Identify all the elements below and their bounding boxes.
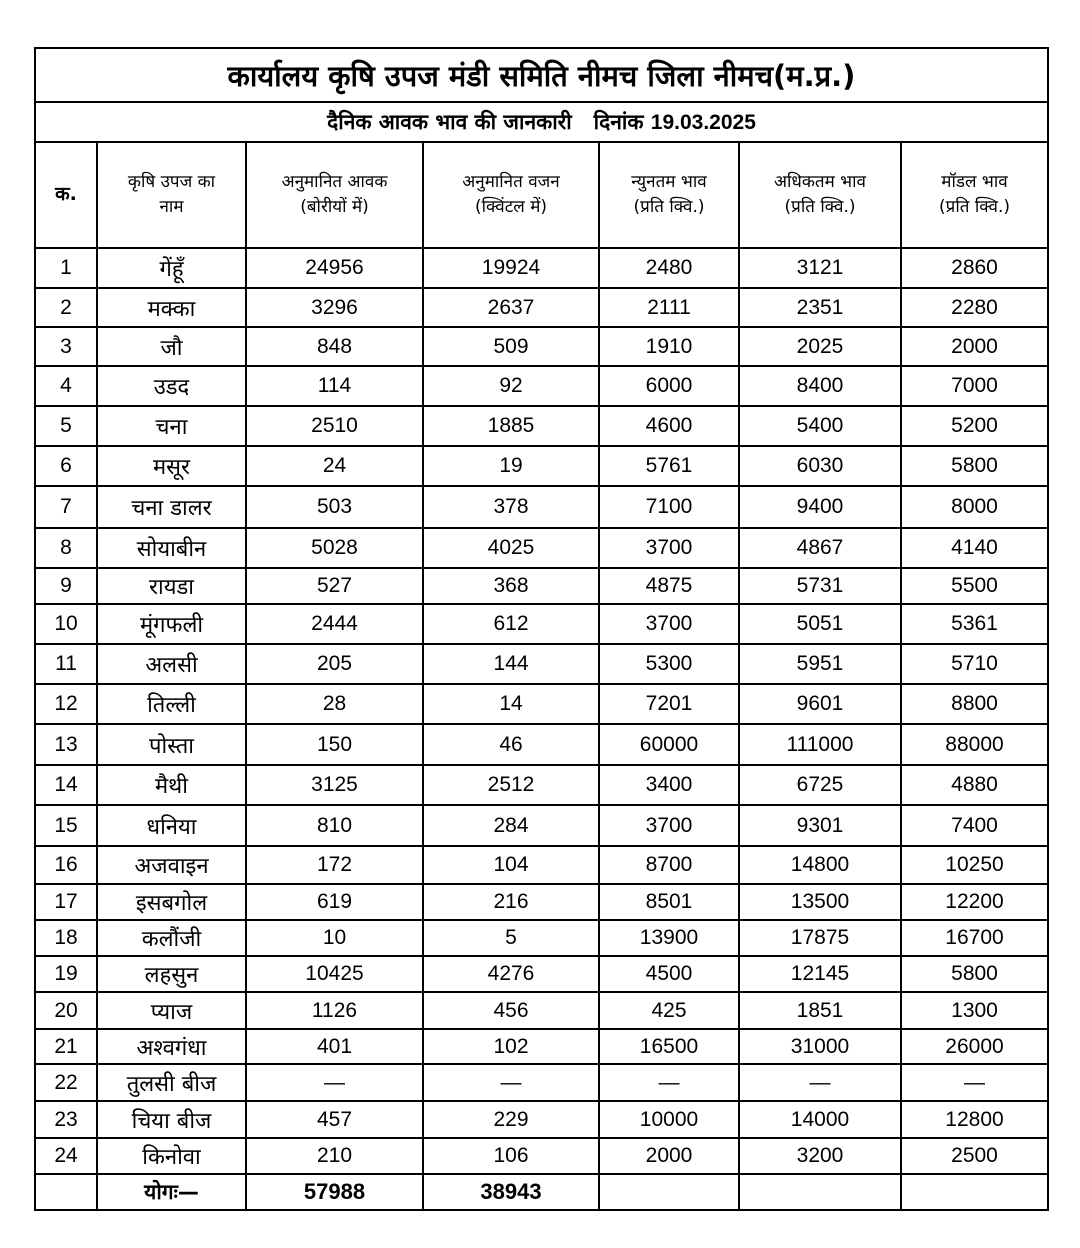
- cell-weight-quintal: 4276: [423, 956, 599, 992]
- cell-crop-name: गेंहूँ: [97, 248, 246, 288]
- table-row: [35, 1064, 1048, 1101]
- column-header-row: [35, 142, 1048, 248]
- cell-arrival-bags: 205: [246, 644, 423, 684]
- cell-modal-price: 26000: [901, 1029, 1048, 1064]
- total-weight-quintal: 38943: [423, 1174, 599, 1210]
- cell-sno: 4: [35, 366, 97, 406]
- cell-weight-quintal: 284: [423, 805, 599, 846]
- cell-sno: 6: [35, 446, 97, 486]
- cell-min-price: 2000: [599, 1138, 739, 1174]
- table-row: [35, 805, 1048, 846]
- table-row: [35, 684, 1048, 724]
- cell-arrival-bags: 2444: [246, 604, 423, 644]
- cell-modal-price: 2280: [901, 288, 1048, 327]
- cell-crop-name: रायडा: [97, 568, 246, 604]
- cell-crop-name: अश्वगंधा: [97, 1029, 246, 1064]
- table-row: [35, 528, 1048, 568]
- cell-sno: 20: [35, 992, 97, 1029]
- cell-max-price: 6030: [739, 446, 901, 486]
- cell-min-price: 8700: [599, 846, 739, 884]
- total-empty-min: [599, 1174, 739, 1210]
- cell-crop-name: चना डालर: [97, 486, 246, 528]
- cell-crop-name: तिल्ली: [97, 684, 246, 724]
- table-row: [35, 724, 1048, 765]
- cell-max-price: —: [739, 1064, 901, 1101]
- cell-arrival-bags: 10: [246, 920, 423, 956]
- cell-sno: 7: [35, 486, 97, 528]
- cell-sno: 12: [35, 684, 97, 724]
- cell-sno: 16: [35, 846, 97, 884]
- cell-sno: 13: [35, 724, 97, 765]
- header-sno: क.: [35, 142, 97, 248]
- table-row: [35, 288, 1048, 327]
- cell-arrival-bags: 28: [246, 684, 423, 724]
- header-arrival-line1: अनुमानित आवक: [281, 172, 388, 193]
- header-crop-line2: नाम: [159, 197, 184, 217]
- cell-max-price: 111000: [739, 724, 901, 765]
- cell-sno: 21: [35, 1029, 97, 1064]
- cell-min-price: 6000: [599, 366, 739, 406]
- cell-sno: 8: [35, 528, 97, 568]
- cell-arrival-bags: 150: [246, 724, 423, 765]
- cell-max-price: 31000: [739, 1029, 901, 1064]
- table-row: [35, 568, 1048, 604]
- cell-min-price: 3700: [599, 805, 739, 846]
- mandi-price-table: [34, 47, 1049, 1211]
- cell-arrival-bags: 401: [246, 1029, 423, 1064]
- cell-min-price: 16500: [599, 1029, 739, 1064]
- report-date: 19.03.2025: [650, 111, 756, 134]
- total-arrival-bags: 57988: [246, 1174, 423, 1210]
- cell-arrival-bags: 24956: [246, 248, 423, 288]
- cell-min-price: 8501: [599, 884, 739, 920]
- header-min-price: [599, 142, 739, 248]
- cell-sno: 2: [35, 288, 97, 327]
- cell-weight-quintal: 92: [423, 366, 599, 406]
- cell-modal-price: 4880: [901, 765, 1048, 805]
- cell-weight-quintal: 144: [423, 644, 599, 684]
- cell-crop-name: अजवाइन: [97, 846, 246, 884]
- cell-weight-quintal: 2637: [423, 288, 599, 327]
- cell-arrival-bags: 10425: [246, 956, 423, 992]
- cell-modal-price: 10250: [901, 846, 1048, 884]
- cell-min-price: 5300: [599, 644, 739, 684]
- table-row: [35, 644, 1048, 684]
- cell-crop-name: तुलसी बीज: [97, 1064, 246, 1101]
- cell-max-price: 3200: [739, 1138, 901, 1174]
- cell-modal-price: 5800: [901, 446, 1048, 486]
- header-max-line2: (प्रति क्वि.): [784, 197, 856, 217]
- cell-arrival-bags: 2510: [246, 406, 423, 446]
- cell-sno: 23: [35, 1101, 97, 1138]
- cell-modal-price: 12200: [901, 884, 1048, 920]
- cell-max-price: 2025: [739, 327, 901, 366]
- cell-weight-quintal: 378: [423, 486, 599, 528]
- total-label: योगः—: [97, 1174, 246, 1210]
- cell-modal-price: 2000: [901, 327, 1048, 366]
- cell-weight-quintal: 4025: [423, 528, 599, 568]
- cell-modal-price: 8800: [901, 684, 1048, 724]
- cell-weight-quintal: 612: [423, 604, 599, 644]
- cell-weight-quintal: 106: [423, 1138, 599, 1174]
- cell-crop-name: चिया बीज: [97, 1101, 246, 1138]
- cell-max-price: 6725: [739, 765, 901, 805]
- cell-min-price: 7201: [599, 684, 739, 724]
- cell-arrival-bags: 114: [246, 366, 423, 406]
- cell-max-price: 13500: [739, 884, 901, 920]
- cell-sno: 11: [35, 644, 97, 684]
- cell-max-price: 12145: [739, 956, 901, 992]
- cell-sno: 3: [35, 327, 97, 366]
- cell-min-price: 60000: [599, 724, 739, 765]
- cell-arrival-bags: 503: [246, 486, 423, 528]
- cell-modal-price: 4140: [901, 528, 1048, 568]
- total-row: [35, 1174, 1048, 1210]
- header-min-line1: न्युनतम भाव: [631, 172, 707, 193]
- cell-modal-price: 2500: [901, 1138, 1048, 1174]
- cell-modal-price: —: [901, 1064, 1048, 1101]
- cell-min-price: 1910: [599, 327, 739, 366]
- table-row: [35, 1101, 1048, 1138]
- cell-max-price: 14000: [739, 1101, 901, 1138]
- cell-min-price: 4600: [599, 406, 739, 446]
- cell-arrival-bags: 24: [246, 446, 423, 486]
- cell-sno: 9: [35, 568, 97, 604]
- cell-min-price: 4500: [599, 956, 739, 992]
- cell-modal-price: 5710: [901, 644, 1048, 684]
- header-weight-line2: (क्विंटल में): [474, 197, 548, 217]
- cell-weight-quintal: —: [423, 1064, 599, 1101]
- cell-weight-quintal: 19924: [423, 248, 599, 288]
- cell-modal-price: 5500: [901, 568, 1048, 604]
- header-arrival-bags: [246, 142, 423, 248]
- cell-weight-quintal: 104: [423, 846, 599, 884]
- cell-max-price: 4867: [739, 528, 901, 568]
- cell-arrival-bags: 3296: [246, 288, 423, 327]
- cell-weight-quintal: 2512: [423, 765, 599, 805]
- cell-max-price: 5731: [739, 568, 901, 604]
- table-row: [35, 327, 1048, 366]
- cell-max-price: 1851: [739, 992, 901, 1029]
- cell-min-price: 13900: [599, 920, 739, 956]
- cell-sno: 17: [35, 884, 97, 920]
- cell-crop-name: मसूर: [97, 446, 246, 486]
- header-crop-line1: कृषि उपज का: [127, 172, 216, 193]
- cell-min-price: 4875: [599, 568, 739, 604]
- cell-arrival-bags: 3125: [246, 765, 423, 805]
- cell-crop-name: मक्का: [97, 288, 246, 327]
- table-row: [35, 1029, 1048, 1064]
- cell-sno: 5: [35, 406, 97, 446]
- header-modal-price: [901, 142, 1048, 248]
- cell-crop-name: चना: [97, 406, 246, 446]
- cell-modal-price: 16700: [901, 920, 1048, 956]
- table-row: [35, 366, 1048, 406]
- cell-sno: 22: [35, 1064, 97, 1101]
- header-weight-quintal: [423, 142, 599, 248]
- header-modal-line2: (प्रति क्वि.): [939, 197, 1010, 217]
- cell-weight-quintal: 229: [423, 1101, 599, 1138]
- total-empty-max: [739, 1174, 901, 1210]
- cell-sno: 10: [35, 604, 97, 644]
- table-row: [35, 956, 1048, 992]
- cell-crop-name: प्याज: [97, 992, 246, 1029]
- cell-arrival-bags: 1126: [246, 992, 423, 1029]
- cell-arrival-bags: 619: [246, 884, 423, 920]
- cell-modal-price: 88000: [901, 724, 1048, 765]
- cell-max-price: 5051: [739, 604, 901, 644]
- cell-arrival-bags: 210: [246, 1138, 423, 1174]
- cell-sno: 24: [35, 1138, 97, 1174]
- cell-crop-name: इसबगोल: [97, 884, 246, 920]
- cell-min-price: 3700: [599, 528, 739, 568]
- cell-weight-quintal: 368: [423, 568, 599, 604]
- table-row: [35, 1138, 1048, 1174]
- cell-min-price: —: [599, 1064, 739, 1101]
- table-row: [35, 846, 1048, 884]
- cell-arrival-bags: 527: [246, 568, 423, 604]
- cell-sno: 14: [35, 765, 97, 805]
- cell-crop-name: किनोवा: [97, 1138, 246, 1174]
- cell-modal-price: 5361: [901, 604, 1048, 644]
- cell-modal-price: 8000: [901, 486, 1048, 528]
- cell-max-price: 9301: [739, 805, 901, 846]
- cell-modal-price: 7000: [901, 366, 1048, 406]
- header-max-line1: अधिकतम भाव: [774, 172, 866, 193]
- cell-crop-name: लहसुन: [97, 956, 246, 992]
- cell-max-price: 5400: [739, 406, 901, 446]
- cell-min-price: 2480: [599, 248, 739, 288]
- cell-modal-price: 5800: [901, 956, 1048, 992]
- cell-arrival-bags: 810: [246, 805, 423, 846]
- cell-weight-quintal: 216: [423, 884, 599, 920]
- cell-weight-quintal: 19: [423, 446, 599, 486]
- cell-min-price: 3700: [599, 604, 739, 644]
- cell-max-price: 9400: [739, 486, 901, 528]
- cell-max-price: 5951: [739, 644, 901, 684]
- cell-min-price: 7100: [599, 486, 739, 528]
- table-row: [35, 604, 1048, 644]
- cell-crop-name: धनिया: [97, 805, 246, 846]
- cell-crop-name: मूंगफली: [97, 604, 246, 644]
- cell-crop-name: पोस्ता: [97, 724, 246, 765]
- cell-sno: 15: [35, 805, 97, 846]
- cell-max-price: 14800: [739, 846, 901, 884]
- cell-arrival-bags: 457: [246, 1101, 423, 1138]
- cell-modal-price: 2860: [901, 248, 1048, 288]
- cell-crop-name: जौ: [97, 327, 246, 366]
- table-row: [35, 406, 1048, 446]
- table-row: [35, 446, 1048, 486]
- header-modal-line1: मॉडल भाव: [941, 172, 1008, 193]
- cell-arrival-bags: —: [246, 1064, 423, 1101]
- cell-weight-quintal: 5: [423, 920, 599, 956]
- cell-min-price: 425: [599, 992, 739, 1029]
- cell-modal-price: 1300: [901, 992, 1048, 1029]
- header-arrival-line2: (बोरीयों में): [300, 197, 369, 217]
- table-row: [35, 920, 1048, 956]
- cell-modal-price: 12800: [901, 1101, 1048, 1138]
- cell-min-price: 10000: [599, 1101, 739, 1138]
- cell-arrival-bags: 848: [246, 327, 423, 366]
- header-max-price: [739, 142, 901, 248]
- report-subtitle: [35, 102, 1048, 142]
- cell-crop-name: अलसी: [97, 644, 246, 684]
- cell-weight-quintal: 102: [423, 1029, 599, 1064]
- cell-weight-quintal: 509: [423, 327, 599, 366]
- page-title: कार्यालय कृषि उपज मंडी समिति नीमच जिला नीमच(म.प्र.): [35, 48, 1048, 102]
- cell-max-price: 2351: [739, 288, 901, 327]
- cell-max-price: 9601: [739, 684, 901, 724]
- header-min-line2: (प्रति क्वि.): [633, 197, 705, 217]
- header-weight-line1: अनुमानित वजन: [462, 172, 560, 193]
- cell-modal-price: 5200: [901, 406, 1048, 446]
- table-row: [35, 486, 1048, 528]
- cell-weight-quintal: 46: [423, 724, 599, 765]
- subtitle-label: दैनिक आवक भाव की जानकारी दिनांक: [327, 110, 644, 134]
- table-row: [35, 765, 1048, 805]
- total-empty-sno: [35, 1174, 97, 1210]
- cell-weight-quintal: 456: [423, 992, 599, 1029]
- cell-modal-price: 7400: [901, 805, 1048, 846]
- table-row: [35, 992, 1048, 1029]
- cell-crop-name: सोयाबीन: [97, 528, 246, 568]
- cell-sno: 18: [35, 920, 97, 956]
- table-row: [35, 248, 1048, 288]
- cell-sno: 1: [35, 248, 97, 288]
- total-empty-modal: [901, 1174, 1048, 1210]
- table-row: [35, 884, 1048, 920]
- cell-max-price: 8400: [739, 366, 901, 406]
- cell-max-price: 17875: [739, 920, 901, 956]
- cell-arrival-bags: 5028: [246, 528, 423, 568]
- cell-min-price: 2111: [599, 288, 739, 327]
- cell-crop-name: मैथी: [97, 765, 246, 805]
- cell-sno: 19: [35, 956, 97, 992]
- cell-max-price: 3121: [739, 248, 901, 288]
- cell-min-price: 5761: [599, 446, 739, 486]
- cell-arrival-bags: 172: [246, 846, 423, 884]
- cell-crop-name: कलौंजी: [97, 920, 246, 956]
- cell-weight-quintal: 14: [423, 684, 599, 724]
- cell-weight-quintal: 1885: [423, 406, 599, 446]
- cell-crop-name: उडद: [97, 366, 246, 406]
- cell-min-price: 3400: [599, 765, 739, 805]
- header-crop-name: [97, 142, 246, 248]
